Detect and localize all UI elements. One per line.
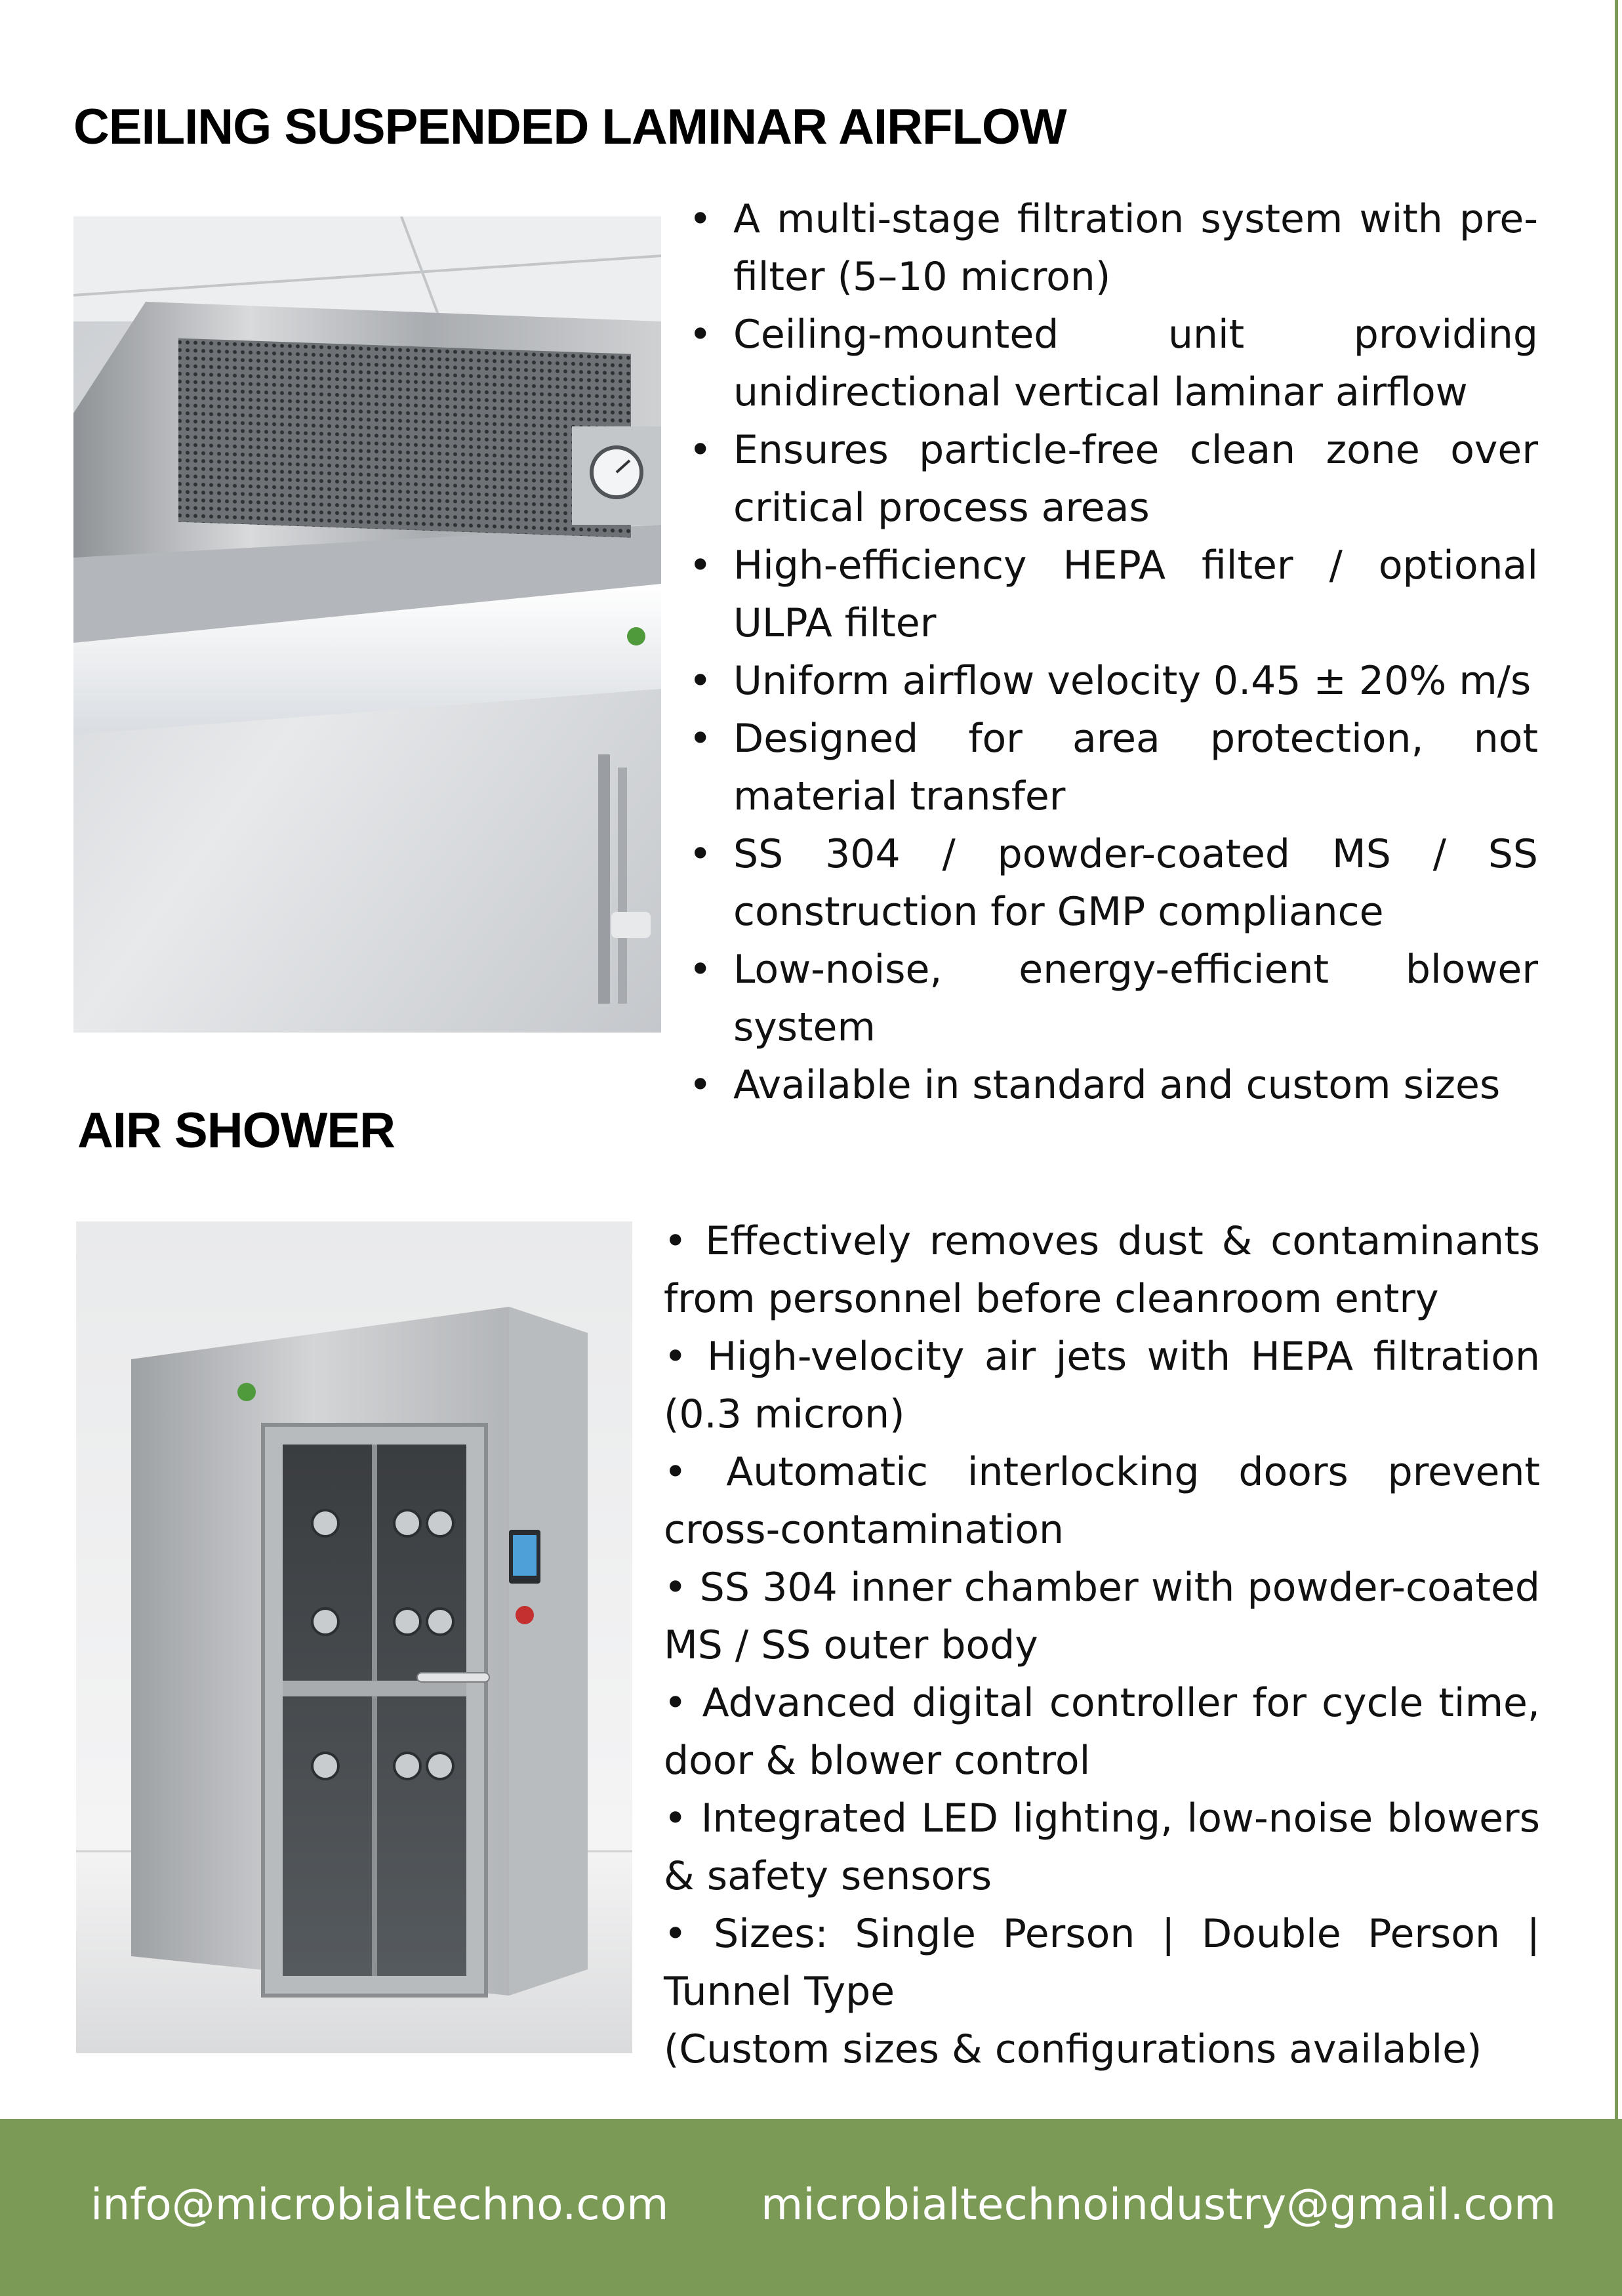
section-title-air-shower: AIR SHOWER bbox=[77, 1103, 395, 1158]
list-item: • Advanced digital controller for cycle time, door & blower control bbox=[664, 1680, 1540, 1784]
laminar-airflow-feature-list bbox=[682, 190, 1538, 1114]
custom-sizes-note: (Custom sizes & configurations available) bbox=[664, 2026, 1482, 2072]
list-item: • Effectively removes dust & contaminants from personnel before cleanroom entry bbox=[664, 1218, 1540, 1322]
laminar-airflow-photo bbox=[73, 216, 661, 1033]
list-item: • High-velocity air jets with HEPA filtration (0.3 micron) bbox=[664, 1334, 1540, 1437]
list-item: • Ceiling-mounted unit providing unidirectional vertical laminar airflow bbox=[682, 306, 1538, 421]
section-title-laminar-airflow: CEILING SUSPENDED LAMINAR AIRFLOW bbox=[73, 99, 1066, 155]
list-item: • Automatic interlocking doors prevent cross-contamination bbox=[664, 1449, 1540, 1553]
list-item: • Designed for area protection, not material transfer bbox=[682, 710, 1538, 825]
air-shower-feature-list bbox=[664, 1212, 1540, 2078]
list-item: • Ensures particle-free clean zone over critical process areas bbox=[682, 421, 1538, 537]
right-edge-rule bbox=[1615, 0, 1618, 2119]
list-item: • Sizes: Single Person | Double Person | Tunnel Type bbox=[664, 1911, 1540, 2015]
air-shower-photo bbox=[76, 1221, 632, 2053]
list-item: • Integrated LED lighting, low-noise blowers & safety sensors bbox=[664, 1795, 1540, 1899]
email-link-info[interactable]: info@microbialtechno.com bbox=[91, 2179, 669, 2230]
list-item: • A multi-stage filtration system with pre-filter (5–10 micron) bbox=[682, 190, 1538, 306]
list-item: • SS 304 inner chamber with powder-coated MS / SS outer body bbox=[664, 1565, 1540, 1668]
list-item: • Low-noise, energy-efficient blower system bbox=[682, 941, 1538, 1056]
email-link-gmail[interactable]: microbialtechnoindustry@gmail.com bbox=[761, 2179, 1556, 2230]
list-item: • SS 304 / powder-coated MS / SS construction for GMP compliance bbox=[682, 825, 1538, 941]
contact-footer bbox=[0, 2119, 1622, 2296]
list-item: • High-efficiency HEPA filter / optional ULPA filter bbox=[682, 537, 1538, 652]
list-item: • Uniform airflow velocity 0.45 ± 20% m/s bbox=[682, 652, 1538, 710]
list-item: • Available in standard and custom sizes bbox=[682, 1056, 1538, 1114]
